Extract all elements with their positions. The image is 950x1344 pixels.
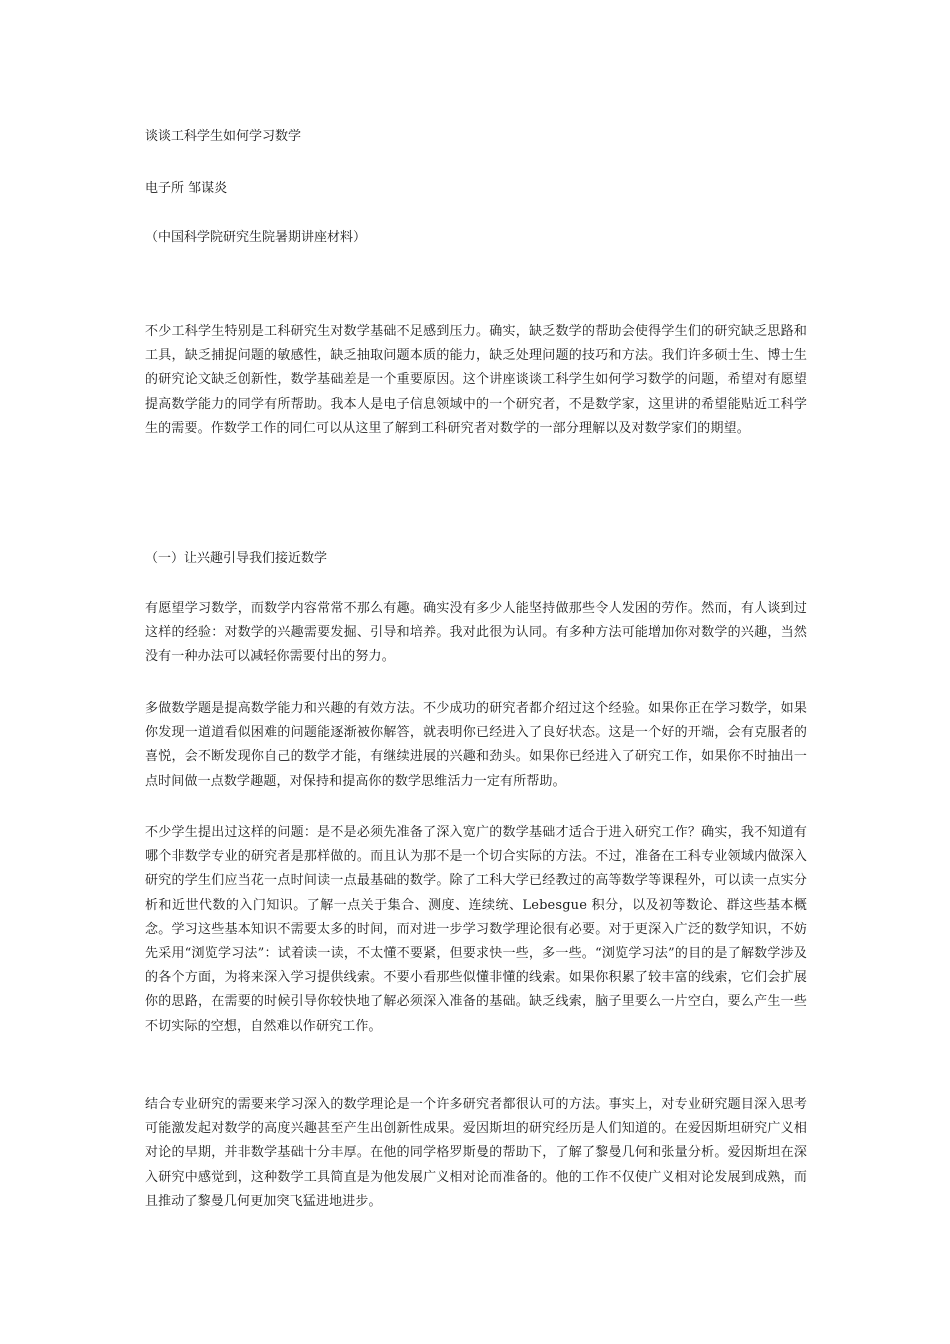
document-title: 谈谈工科学生如何学习数学 xyxy=(145,129,302,144)
paragraph-interest: 有愿望学习数学，而数学内容常常不那么有趣。确实没有多少人能坚持做那些令人发困的劳作。然而，有人谈到过这样的经验：对数学的兴趣需要发掘、引导和培养。我对此很为认同。有多种方法可能增加你对数学的兴趣，当然没有一种办法可以减轻你需要付出的努力。 xyxy=(145,601,807,665)
author-line: 电子所 邹谋炎 xyxy=(145,181,228,196)
paragraph-exercises: 多做数学题是提高数学能力和兴趣的有效方法。不少成功的研究者都介绍过这个经验。如果你正在学习数学，如果你发现一道道看似困难的问题能逐渐被你解答，就表明你已经进入了良好状态。这是一个好的开端，会有克服者的喜悦，会不断发现你自己的数学才能，有继续进展的兴趣和劲头。如果你已经进入了研究工作，如果你不时抽出一点时间做一点数学趣题，对保持和提高你的数学思维活力一定有所帮助。 xyxy=(145,701,807,789)
paragraph-einstein: 结合专业研究的需要来学习深入的数学理论是一个许多研究者都很认可的方法。事实上，对专业研究题目深入思考可能激发起对数学的高度兴趣甚至产生出创新性成果。爱因斯坦的研究经历是人们知道的。在爱因斯坦研究广义相对论的早期，并非数学基础十分丰厚。在他的同学格罗斯曼的帮助下，了解了黎曼几何和张量分析。爱因斯坦在深入研究中感觉到，这种数学工具简直是为他发展广义相对论而准备的。他的工作不仅使广义相对论发展到成熟，而且推动了黎曼几何更加突飞猛进地进步。 xyxy=(145,1097,807,1209)
lecture-note: （中国科学院研究生院暑期讲座材料） xyxy=(145,230,367,245)
section-heading: （一）让兴趣引导我们接近数学 xyxy=(145,551,328,566)
intro-paragraph: 不少工科学生特别是工科研究生对数学基础不足感到压力。确实，缺乏数学的帮助会使得学生们的研究缺乏思路和工具，缺乏捕捉问题的敏感性，缺乏抽取问题本质的能力，缺乏处理问题的技巧和方法。我们许多硕士生、博士生的研究论文缺乏创新性，数学基础差是一个重要原因。这个讲座谈谈工科学生如何学习数学的问题，希望对有愿望提高数学能力的同学有所帮助。我本人是电子信息领域中的一个研究者，不是数学家，这里讲的希望能贴近工科学生的需要。作数学工作的同仁可以从这里了解到工科研究者对数学的一部分理解以及对数学家们的期望。 xyxy=(145,324,807,436)
paragraph-foundations: 不少学生提出过这样的问题：是不是必须先准备了深入宽广的数学基础才适合于进入研究工作？确实，我不知道有哪个非数学专业的研究者是那样做的。而且认为那不是一个切合实际的方法。不过，准备在工科专业领域内做深入研究的学生们应当花一点时间读一点最基础的数学。除了工科大学已经教过的高等数学等课程外，可以读一点实分析和近世代数的入门知识。了解一点关于集合、测度、连续统、Lebesgue 积分，以及初等数论、群这些基本概念。学习这些基本知识不需要太多的时间，而对进一步学习数学理论很有必要。对于更深入广泛的数学知识，不妨先采用“浏览学习法”：试着读一读，不太懂不要紧，但要求快一些，多一些。“浏览学习法”的目的是了解数学涉及的各个方面，为将来深入学习提供线索。不要小看那些似懂非懂的线索。如果你积累了较丰富的线索，它们会扩展你的思路，在需要的时候引导你较快地了解必须深入准备的基础。缺乏线索，脑子里要么一片空白，要么产生一些不切实际的空想，自然难以作研究工作。 xyxy=(145,825,807,1034)
